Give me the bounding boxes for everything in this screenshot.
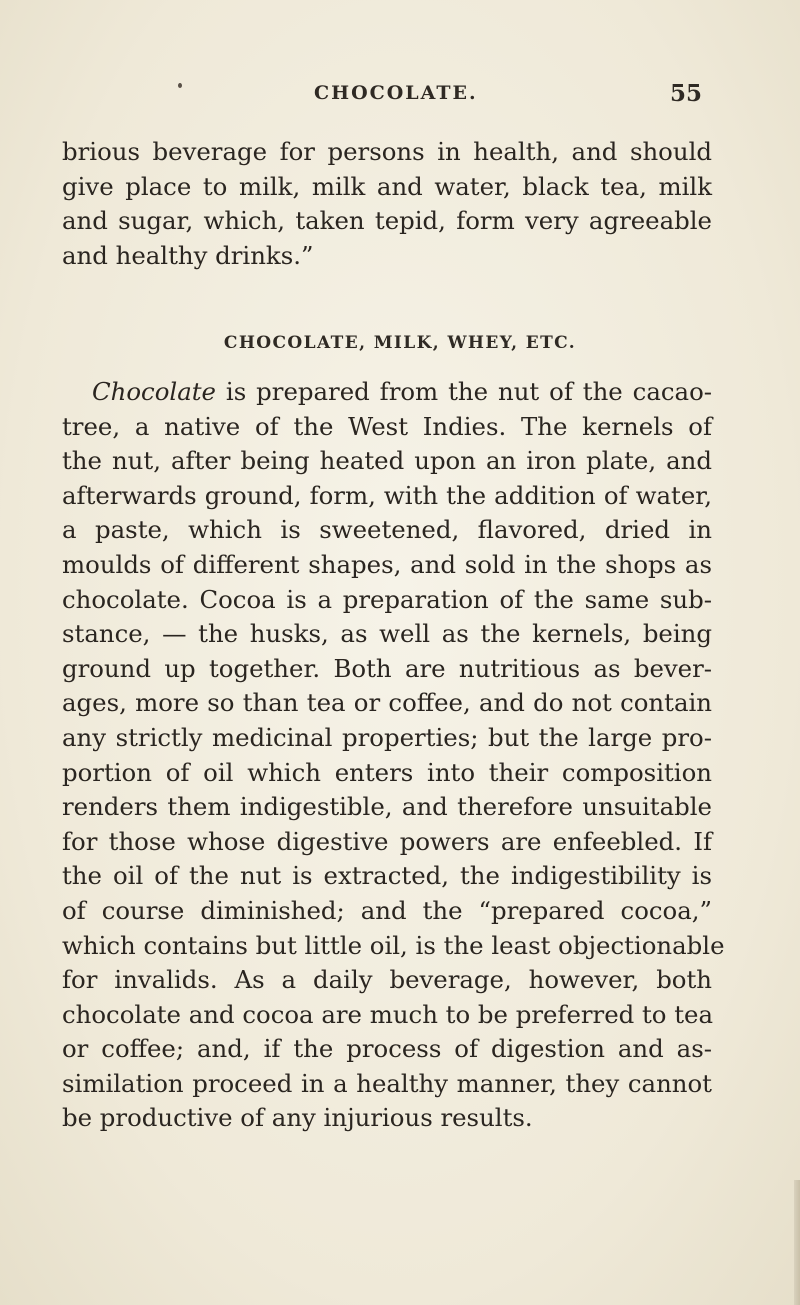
text-line: chocolate. Cocoa is a preparation of the same sub- <box>62 584 712 614</box>
page-edge-shadow <box>794 1180 800 1305</box>
page-number: 55 <box>670 80 703 107</box>
text-line: or coffee; and, if the process of digestion and as- <box>62 1034 712 1064</box>
text-line: any strictly medicinal properties; but the large pro- <box>62 722 712 752</box>
text-line: renders them indigestible, and therefore unsuitable <box>62 792 712 822</box>
running-header <box>0 82 800 112</box>
text-line: moulds of different shapes, and sold in the shops as <box>62 549 712 579</box>
text-line: give place to milk, milk and water, black tea, milk <box>62 171 712 201</box>
text-line-first <box>62 375 712 410</box>
text-line: and healthy drinks.” <box>62 240 314 270</box>
text-line: which contains but little oil, is the least objectionable <box>62 930 725 960</box>
text-line: chocolate and cocoa are much to be preferred to tea <box>62 999 714 1029</box>
text-line: the nut, after being heated upon an iron plate, and <box>62 446 712 476</box>
text-line: be productive of any injurious results. <box>62 1103 533 1133</box>
text-line: similation proceed in a healthy manner, they cannot <box>62 1068 712 1098</box>
text-line: portion of oil which enters into their composition <box>62 757 712 787</box>
text-line: stance, — the husks, as well as the kernels, being <box>62 619 712 649</box>
text-line: brious beverage for persons in health, and should <box>62 137 712 166</box>
italic-term: Chocolate <box>92 377 216 406</box>
text-line: ground up together. Both are nutritious as bever- <box>62 653 712 683</box>
paragraph-chocolate <box>62 375 725 1136</box>
text-line: ages, more so than tea or coffee, and do not contain <box>62 688 712 718</box>
text-line: tree, a native of the West Indies. The kernels of <box>62 411 712 441</box>
text-line: for invalids. As a daily beverage, however, both <box>62 965 712 995</box>
section-heading: CHOCOLATE, MILK, WHEY, ETC. <box>223 333 577 353</box>
text-line: of course diminished; and the “prepared cocoa,” <box>62 895 712 925</box>
paragraph-continuation <box>62 135 712 273</box>
running-title: CHOCOLATE. <box>314 82 478 104</box>
text-line: for those whose digestive powers are enfeebled. If <box>62 826 712 856</box>
text-line: and sugar, which, taken tepid, form very agreeable <box>62 206 712 236</box>
ink-speck <box>178 83 182 88</box>
text-line: the oil of the nut is extracted, the indigestibility is <box>62 861 712 891</box>
text-line: afterwards ground, form, with the addition of water, <box>62 480 712 510</box>
text-line: a paste, which is sweetened, flavored, dried in <box>62 515 712 545</box>
text-run: is prepared from the nut of the cacao- <box>215 377 712 406</box>
